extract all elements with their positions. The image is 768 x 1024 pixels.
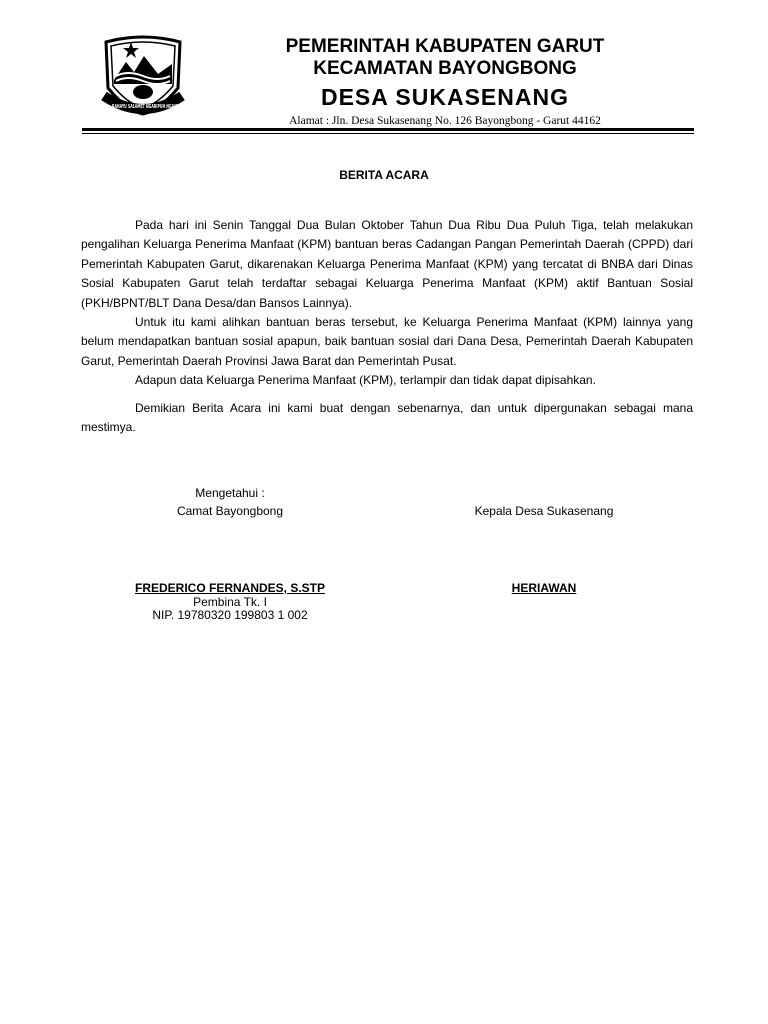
letterhead [230, 36, 660, 128]
signatory-right-role: Kepala Desa Sukasenang [474, 504, 614, 518]
paragraph-reallocation: Untuk itu kami alihkan bantuan beras tersebut, ke Keluarga Penerima Manfaat (KPM) lainnya yang belum mendapatkan bantuan sosial apapun, baik bantuan sosial dari Dana Desa, Pemerintah Daerah Kabupaten Garut, Pemerintah Daerah Provinsi Jawa Barat dan Pemerintah Pusat. [81, 315, 693, 368]
letterhead-address: Alamat : Jln. Desa Sukasenang No. 126 Bayongbong - Garut 44162 [289, 115, 601, 127]
paragraph-opening: Pada hari ini Senin Tanggal Dua Bulan Oktober Tahun Dua Ribu Dua Puluh Tiga, telah melakukan pengalihan Keluarga Penerima Manfaat (KPM) bantuan beras Cadangan Pangan Pemerintah Daerah (CPPD) dari Pemerintah Kabupaten Garut, dikarenakan Keluarga Penerima Manfaat (KPM) yang tercatat di BNBA dari Dinas Sosial Kabupaten Garut telah terdaftar sebagai Keluarga Penerima Manfaat (KPM) aktif Bantuan Sosial (PKH/BPNT/BLT Dana Desa/dan Bansos Lainnya). [81, 218, 693, 310]
logo-motto: RAHAYU SALAMET NGARIPUH NGANYAH [112, 104, 184, 110]
document-title: BERITA ACARA [339, 168, 429, 182]
letterhead-divider-thin [82, 133, 694, 134]
signatory-left-name: FREDERICO FERNANDES, S.STP [134, 581, 326, 595]
garut-regency-emblem-logo [98, 30, 188, 120]
letterhead-government: PEMERINTAH KABUPATEN GARUT [285, 36, 605, 57]
paragraph-closing: Demikian Berita Acara ini kami buat dengan sebenarnya, dan untuk dipergunakan sebagai mana mestimya. [81, 400, 693, 435]
signatory-left-nip: NIP. 19780320 199803 1 002 [152, 608, 308, 622]
signatory-left-role: Camat Bayongbong [176, 504, 284, 518]
document-body [81, 216, 693, 437]
paragraph-attachment: Adapun data Keluarga Penerima Manfaat (KPM), terlampir dan tidak dapat dipisahkan. [135, 373, 596, 388]
letterhead-village: DESA SUKASENANG [320, 84, 569, 110]
signatory-right-name: HERIAWAN [511, 581, 577, 595]
acknowledged-label: Mengetahui : [195, 486, 265, 500]
letterhead-district: KECAMATAN BAYONGBONG [313, 58, 577, 79]
letterhead-divider-thick [82, 128, 694, 131]
signatory-left-rank: Pembina Tk. I [193, 595, 267, 609]
